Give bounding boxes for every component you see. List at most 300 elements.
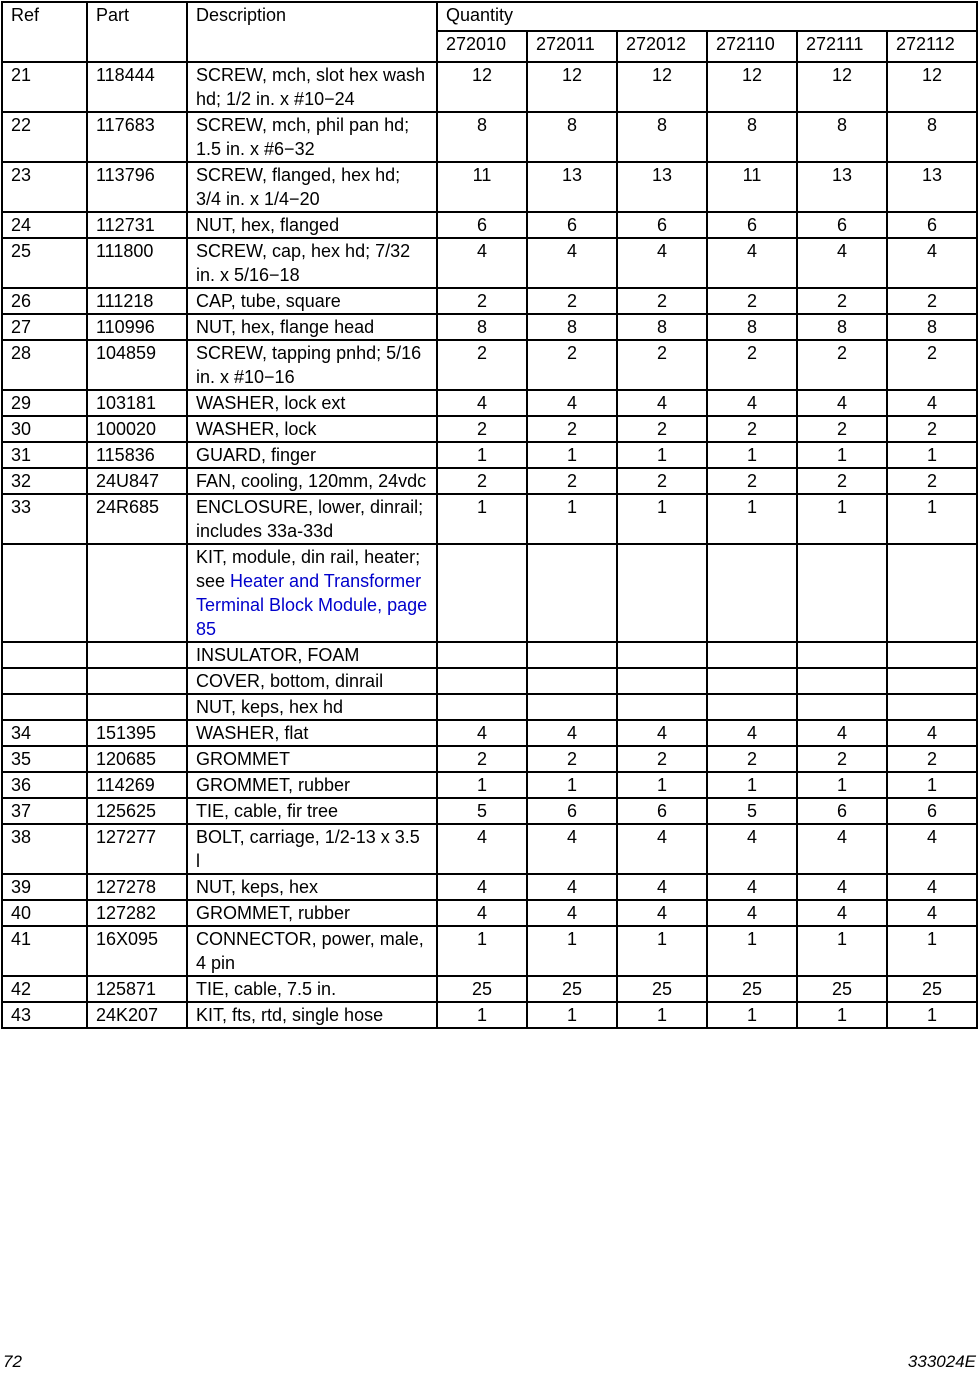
- quantity-cell: 13: [527, 162, 617, 212]
- header-part: Part: [87, 2, 187, 62]
- quantity-cell: 2: [527, 416, 617, 442]
- quantity-cell: 11: [707, 162, 797, 212]
- quantity-cell: 8: [887, 314, 977, 340]
- part-number-cell: 117683: [87, 112, 187, 162]
- table-row: [2, 694, 977, 720]
- quantity-cell: 4: [887, 874, 977, 900]
- quantity-cell: 2: [617, 746, 707, 772]
- quantity-cell: [617, 642, 707, 668]
- quantity-cell: 1: [527, 442, 617, 468]
- part-number-cell: [87, 544, 187, 642]
- description-cell: [187, 1002, 437, 1028]
- description-cell: [187, 62, 437, 112]
- header-model: 272111: [797, 31, 887, 62]
- description-cell: [187, 442, 437, 468]
- part-number-cell: 111218: [87, 288, 187, 314]
- ref-cell: 25: [2, 238, 87, 288]
- quantity-cell: 2: [887, 468, 977, 494]
- part-number-cell: 127277: [87, 824, 187, 874]
- quantity-cell: 1: [707, 772, 797, 798]
- quantity-cell: 1: [437, 494, 527, 544]
- quantity-cell: 6: [707, 212, 797, 238]
- quantity-cell: 6: [437, 212, 527, 238]
- ref-cell: [2, 668, 87, 694]
- table-row: [2, 900, 977, 926]
- quantity-cell: 4: [527, 900, 617, 926]
- ref-cell: 22: [2, 112, 87, 162]
- quantity-cell: 4: [887, 720, 977, 746]
- ref-cell: 40: [2, 900, 87, 926]
- quantity-cell: 8: [437, 112, 527, 162]
- quantity-cell: 2: [527, 468, 617, 494]
- quantity-cell: 4: [527, 720, 617, 746]
- part-number-cell: 104859: [87, 340, 187, 390]
- description-text: WASHER, flat: [196, 723, 309, 743]
- page-number: 72: [3, 1352, 22, 1371]
- parts-table-body: [2, 62, 977, 1028]
- description-text: GROMMET: [196, 749, 290, 769]
- quantity-cell: 1: [617, 926, 707, 976]
- ref-cell: 23: [2, 162, 87, 212]
- quantity-cell: 2: [887, 340, 977, 390]
- part-number-cell: [87, 642, 187, 668]
- description-cell: [187, 746, 437, 772]
- table-row: [2, 212, 977, 238]
- quantity-cell: 2: [707, 468, 797, 494]
- ref-cell: 27: [2, 314, 87, 340]
- quantity-cell: 6: [617, 798, 707, 824]
- quantity-cell: 4: [437, 874, 527, 900]
- header-ref: Ref: [2, 2, 87, 62]
- description-text: GROMMET, rubber: [196, 903, 351, 923]
- quantity-cell: 4: [437, 238, 527, 288]
- header-description: Description: [187, 2, 437, 62]
- table-row: [2, 340, 977, 390]
- ref-cell: 36: [2, 772, 87, 798]
- table-row: [2, 976, 977, 1002]
- quantity-cell: 1: [437, 926, 527, 976]
- quantity-cell: 2: [617, 416, 707, 442]
- quantity-cell: [707, 642, 797, 668]
- quantity-cell: 2: [527, 340, 617, 390]
- quantity-cell: 4: [797, 900, 887, 926]
- quantity-cell: 2: [437, 288, 527, 314]
- description-text: TIE, cable, 7.5 in.: [196, 979, 337, 999]
- description-text: GROMMET, rubber: [196, 775, 351, 795]
- ref-cell: 35: [2, 746, 87, 772]
- description-text: SCREW, mch, phil pan hd; 1.5 in. x #6−32: [196, 115, 410, 159]
- quantity-cell: [527, 642, 617, 668]
- description-cell: [187, 238, 437, 288]
- quantity-cell: 4: [707, 824, 797, 874]
- quantity-cell: [887, 544, 977, 642]
- quantity-cell: 12: [437, 62, 527, 112]
- description-cell: [187, 468, 437, 494]
- part-number-cell: 24U847: [87, 468, 187, 494]
- ref-cell: 37: [2, 798, 87, 824]
- table-row: [2, 746, 977, 772]
- description-text: ENCLOSURE, lower, dinrail; includes 33a-33d: [196, 497, 424, 541]
- quantity-cell: 1: [617, 442, 707, 468]
- quantity-cell: 2: [887, 288, 977, 314]
- part-number-cell: 110996: [87, 314, 187, 340]
- part-number-cell: 113796: [87, 162, 187, 212]
- description-text: CAP, tube, square: [196, 291, 341, 311]
- quantity-cell: [707, 544, 797, 642]
- description-cell: [187, 824, 437, 874]
- ref-cell: [2, 694, 87, 720]
- table-row: [2, 824, 977, 874]
- description-text: TIE, cable, fir tree: [196, 801, 339, 821]
- quantity-cell: 4: [797, 238, 887, 288]
- quantity-cell: [887, 694, 977, 720]
- quantity-cell: [617, 668, 707, 694]
- quantity-cell: 4: [617, 874, 707, 900]
- part-number-cell: 127278: [87, 874, 187, 900]
- description-cell: [187, 900, 437, 926]
- quantity-cell: 13: [887, 162, 977, 212]
- ref-cell: 31: [2, 442, 87, 468]
- quantity-cell: 2: [707, 288, 797, 314]
- ref-cell: 29: [2, 390, 87, 416]
- quantity-cell: 4: [437, 824, 527, 874]
- part-number-cell: [87, 694, 187, 720]
- quantity-cell: 8: [617, 314, 707, 340]
- description-cell: [187, 926, 437, 976]
- table-row: [2, 288, 977, 314]
- quantity-cell: 1: [707, 494, 797, 544]
- quantity-cell: 25: [707, 976, 797, 1002]
- quantity-cell: [797, 642, 887, 668]
- table-row: [2, 390, 977, 416]
- quantity-cell: 2: [887, 746, 977, 772]
- part-number-cell: 151395: [87, 720, 187, 746]
- quantity-cell: 4: [527, 874, 617, 900]
- part-number-cell: 125871: [87, 976, 187, 1002]
- quantity-cell: [437, 694, 527, 720]
- description-text: NUT, hex, flanged: [196, 215, 340, 235]
- quantity-cell: 4: [887, 824, 977, 874]
- quantity-cell: 2: [437, 340, 527, 390]
- description-cell: [187, 112, 437, 162]
- quantity-cell: 2: [797, 416, 887, 442]
- description-text: KIT, fts, rtd, single hose: [196, 1005, 384, 1025]
- description-cell: [187, 642, 437, 668]
- table-row: [2, 720, 977, 746]
- description-text: SCREW, mch, slot hex wash hd; 1/2 in. x #10−24: [196, 65, 426, 109]
- ref-cell: [2, 544, 87, 642]
- quantity-cell: 6: [887, 798, 977, 824]
- quantity-cell: 4: [617, 900, 707, 926]
- quantity-cell: 2: [797, 288, 887, 314]
- description-cell: [187, 314, 437, 340]
- part-number-cell: 125625: [87, 798, 187, 824]
- ref-cell: 21: [2, 62, 87, 112]
- table-row: [2, 494, 977, 544]
- quantity-cell: 5: [707, 798, 797, 824]
- quantity-cell: 25: [617, 976, 707, 1002]
- description-cell: [187, 874, 437, 900]
- table-row: [2, 798, 977, 824]
- quantity-cell: 4: [797, 824, 887, 874]
- quantity-cell: 8: [527, 314, 617, 340]
- table-row: [2, 772, 977, 798]
- description-text: GUARD, finger: [196, 445, 317, 465]
- quantity-cell: 1: [707, 1002, 797, 1028]
- description-text: BOLT, carriage, 1/2-13 x 3.5 l: [196, 827, 420, 871]
- quantity-cell: 12: [797, 62, 887, 112]
- description-text: SCREW, tapping pnhd; 5/16 in. x #10−16: [196, 343, 422, 387]
- description-cell: [187, 494, 437, 544]
- quantity-cell: 8: [797, 112, 887, 162]
- quantity-cell: 2: [527, 288, 617, 314]
- description-text: NUT, hex, flange head: [196, 317, 375, 337]
- quantity-cell: 1: [437, 1002, 527, 1028]
- description-text: SCREW, cap, hex hd; 7/32 in. x 5/16−18: [196, 241, 411, 285]
- table-row: [2, 238, 977, 288]
- quantity-cell: 1: [617, 772, 707, 798]
- ref-cell: 32: [2, 468, 87, 494]
- quantity-cell: [797, 694, 887, 720]
- document-number: 333024E: [907, 1352, 976, 1371]
- part-number-cell: 114269: [87, 772, 187, 798]
- header-model: 272012: [617, 31, 707, 62]
- table-row: [2, 1002, 977, 1028]
- quantity-cell: 4: [437, 390, 527, 416]
- description-cell: [187, 544, 437, 642]
- description-text: COVER, bottom, dinrail: [196, 671, 384, 691]
- description-cell: [187, 212, 437, 238]
- quantity-cell: 11: [437, 162, 527, 212]
- description-cell: [187, 720, 437, 746]
- quantity-cell: 4: [617, 824, 707, 874]
- quantity-cell: 6: [527, 798, 617, 824]
- quantity-cell: 25: [437, 976, 527, 1002]
- quantity-cell: 1: [797, 494, 887, 544]
- quantity-cell: 1: [797, 926, 887, 976]
- quantity-cell: [617, 544, 707, 642]
- quantity-cell: 4: [617, 390, 707, 416]
- quantity-cell: 1: [617, 494, 707, 544]
- quantity-cell: 12: [707, 62, 797, 112]
- part-number-cell: 118444: [87, 62, 187, 112]
- quantity-cell: 2: [797, 340, 887, 390]
- ref-cell: 42: [2, 976, 87, 1002]
- description-cell: [187, 694, 437, 720]
- part-number-cell: 24K207: [87, 1002, 187, 1028]
- quantity-cell: 1: [887, 926, 977, 976]
- description-text: CONNECTOR, power, male, 4 pin: [196, 929, 424, 973]
- quantity-cell: 1: [527, 494, 617, 544]
- part-number-cell: 111800: [87, 238, 187, 288]
- quantity-cell: 6: [527, 212, 617, 238]
- quantity-cell: 4: [527, 238, 617, 288]
- table-row: [2, 162, 977, 212]
- ref-cell: 24: [2, 212, 87, 238]
- quantity-cell: 4: [437, 720, 527, 746]
- quantity-cell: [887, 642, 977, 668]
- table-row: [2, 926, 977, 976]
- quantity-cell: [527, 694, 617, 720]
- ref-cell: 30: [2, 416, 87, 442]
- table-row: [2, 442, 977, 468]
- quantity-cell: 2: [887, 416, 977, 442]
- quantity-cell: 1: [887, 442, 977, 468]
- ref-cell: 39: [2, 874, 87, 900]
- description-cell: [187, 976, 437, 1002]
- quantity-cell: 1: [527, 772, 617, 798]
- part-number-cell: 103181: [87, 390, 187, 416]
- quantity-cell: 1: [617, 1002, 707, 1028]
- part-number-cell: 115836: [87, 442, 187, 468]
- quantity-cell: 4: [887, 390, 977, 416]
- description-cell: [187, 390, 437, 416]
- quantity-cell: 1: [797, 772, 887, 798]
- part-number-cell: 100020: [87, 416, 187, 442]
- quantity-cell: [437, 668, 527, 694]
- ref-cell: 28: [2, 340, 87, 390]
- description-cell: [187, 798, 437, 824]
- quantity-cell: 2: [617, 340, 707, 390]
- quantity-cell: 6: [617, 212, 707, 238]
- quantity-cell: 1: [887, 1002, 977, 1028]
- quantity-cell: 12: [887, 62, 977, 112]
- header-model: 272110: [707, 31, 797, 62]
- quantity-cell: [707, 694, 797, 720]
- part-number-cell: 112731: [87, 212, 187, 238]
- quantity-cell: 4: [797, 720, 887, 746]
- quantity-cell: 2: [437, 746, 527, 772]
- table-row: [2, 62, 977, 112]
- quantity-cell: 1: [887, 772, 977, 798]
- quantity-cell: 4: [707, 390, 797, 416]
- quantity-cell: 4: [887, 238, 977, 288]
- quantity-cell: 6: [797, 798, 887, 824]
- quantity-cell: 1: [527, 1002, 617, 1028]
- quantity-cell: 8: [617, 112, 707, 162]
- quantity-cell: 2: [707, 746, 797, 772]
- quantity-cell: 8: [887, 112, 977, 162]
- quantity-cell: 25: [887, 976, 977, 1002]
- quantity-cell: 8: [707, 314, 797, 340]
- description-text: SCREW, flanged, hex hd; 3/4 in. x 1/4−20: [196, 165, 401, 209]
- quantity-cell: 2: [797, 746, 887, 772]
- quantity-cell: 4: [437, 900, 527, 926]
- quantity-cell: [887, 668, 977, 694]
- description-cell: [187, 162, 437, 212]
- quantity-cell: 1: [707, 442, 797, 468]
- quantity-cell: 13: [797, 162, 887, 212]
- quantity-cell: 6: [887, 212, 977, 238]
- part-number-cell: 127282: [87, 900, 187, 926]
- quantity-cell: 2: [707, 416, 797, 442]
- quantity-cell: 12: [617, 62, 707, 112]
- quantity-cell: 4: [707, 720, 797, 746]
- description-cell: [187, 772, 437, 798]
- quantity-cell: 2: [527, 746, 617, 772]
- quantity-cell: 4: [707, 238, 797, 288]
- header-model: 272010: [437, 31, 527, 62]
- quantity-cell: 4: [617, 238, 707, 288]
- quantity-cell: 12: [527, 62, 617, 112]
- table-row: [2, 314, 977, 340]
- part-number-cell: 24R685: [87, 494, 187, 544]
- quantity-cell: 1: [797, 442, 887, 468]
- table-row: [2, 468, 977, 494]
- quantity-cell: 6: [797, 212, 887, 238]
- quantity-cell: 4: [707, 900, 797, 926]
- quantity-cell: [797, 544, 887, 642]
- description-text: INSULATOR, FOAM: [196, 645, 360, 665]
- quantity-cell: [617, 694, 707, 720]
- header-model: 272011: [527, 31, 617, 62]
- quantity-cell: 2: [617, 288, 707, 314]
- ref-cell: [2, 642, 87, 668]
- table-row: [2, 544, 977, 642]
- quantity-cell: 4: [527, 824, 617, 874]
- table-row: [2, 642, 977, 668]
- quantity-cell: 1: [437, 772, 527, 798]
- description-text: NUT, keps, hex: [196, 877, 319, 897]
- quantity-cell: [797, 668, 887, 694]
- quantity-cell: [437, 544, 527, 642]
- quantity-cell: 2: [617, 468, 707, 494]
- quantity-cell: 1: [797, 1002, 887, 1028]
- quantity-cell: 4: [887, 900, 977, 926]
- table-row: [2, 668, 977, 694]
- description-text: WASHER, lock ext: [196, 393, 346, 413]
- quantity-cell: [527, 668, 617, 694]
- quantity-cell: 25: [797, 976, 887, 1002]
- quantity-cell: 8: [707, 112, 797, 162]
- quantity-cell: 2: [437, 416, 527, 442]
- quantity-cell: 4: [617, 720, 707, 746]
- description-text: KIT, module, din rail, heater; see: [196, 547, 421, 591]
- part-number-cell: 120685: [87, 746, 187, 772]
- description-text: NUT, keps, hex hd: [196, 697, 344, 717]
- quantity-cell: 1: [887, 494, 977, 544]
- quantity-cell: 4: [797, 390, 887, 416]
- ref-cell: 34: [2, 720, 87, 746]
- quantity-cell: 4: [797, 874, 887, 900]
- quantity-cell: 8: [797, 314, 887, 340]
- header-quantity: Quantity: [437, 2, 977, 31]
- ref-cell: 41: [2, 926, 87, 976]
- description-text: WASHER, lock: [196, 419, 317, 439]
- header-model: 272112: [887, 31, 977, 62]
- ref-cell: 33: [2, 494, 87, 544]
- quantity-cell: 8: [437, 314, 527, 340]
- quantity-cell: [527, 544, 617, 642]
- description-text: FAN, cooling, 120mm, 24vdc: [196, 471, 427, 491]
- ref-cell: 43: [2, 1002, 87, 1028]
- quantity-cell: 8: [527, 112, 617, 162]
- quantity-cell: 2: [707, 340, 797, 390]
- quantity-cell: 1: [437, 442, 527, 468]
- part-number-cell: [87, 668, 187, 694]
- cross-reference-link[interactable]: Heater and Transformer Terminal Block Module, page 85: [196, 571, 428, 639]
- quantity-cell: 4: [527, 390, 617, 416]
- quantity-cell: 1: [527, 926, 617, 976]
- ref-cell: 38: [2, 824, 87, 874]
- quantity-cell: 2: [437, 468, 527, 494]
- part-number-cell: 16X095: [87, 926, 187, 976]
- quantity-cell: 25: [527, 976, 617, 1002]
- table-row: [2, 874, 977, 900]
- quantity-cell: 1: [707, 926, 797, 976]
- table-row: [2, 112, 977, 162]
- quantity-cell: 2: [797, 468, 887, 494]
